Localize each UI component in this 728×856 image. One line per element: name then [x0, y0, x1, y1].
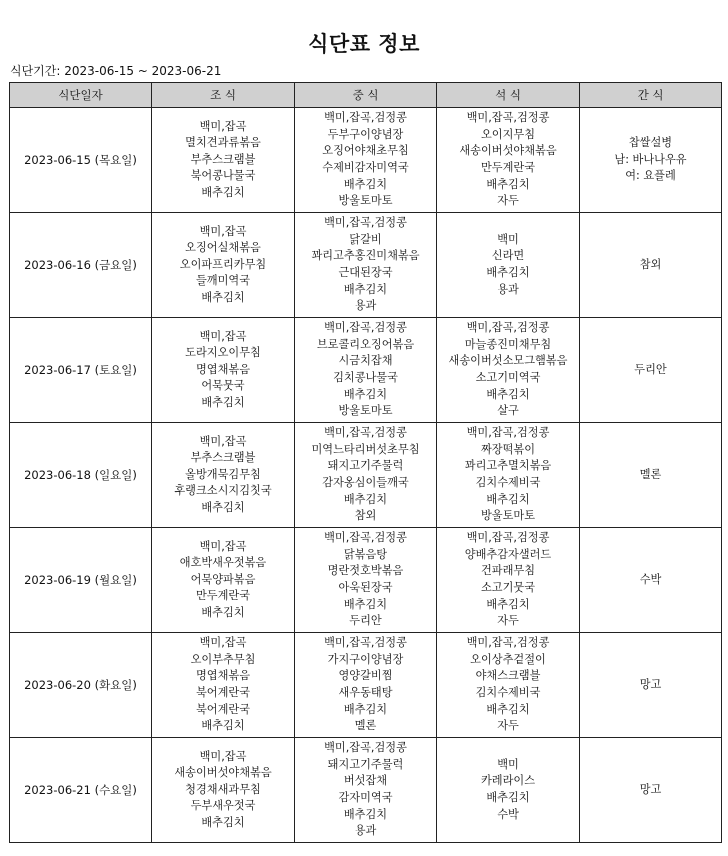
menu-item: 새송이버섯소모그햄볶음 — [448, 354, 568, 368]
menu-item: 백미,잡곡,검정콩 — [324, 741, 407, 755]
menu-item: 근대된장국 — [338, 266, 393, 279]
menu-item: 북어계란국 — [195, 702, 251, 716]
menu-item: 오이파프리카무침 — [179, 257, 267, 271]
snack-cell — [580, 108, 722, 213]
menu-item: 자두 — [497, 719, 519, 733]
menu-item: 배추김치 — [343, 807, 388, 821]
snack-cell — [580, 738, 722, 843]
menu-item: 망고 — [639, 782, 662, 796]
menu-item: 멸치견과류볶음 — [185, 136, 261, 150]
menu-item: 수박 — [639, 572, 662, 586]
menu-item: 새송이버섯야채볶음 — [459, 144, 557, 158]
menu-item: 배추김치 — [201, 395, 245, 409]
menu-item: 멜론 — [354, 719, 377, 733]
menu-item: 배추김치 — [486, 702, 530, 716]
menu-item: 꽈리고추멸치볶음 — [464, 459, 552, 473]
menu-item: 오이지무침 — [480, 127, 536, 141]
menu-item: 자두 — [497, 614, 519, 628]
date-cell: 2023-06-18 (일요일) — [10, 423, 152, 528]
snack-cell — [580, 318, 722, 423]
menu-item: 북어콩나물국 — [190, 169, 256, 183]
menu-item: 방울토마토 — [338, 404, 393, 418]
menu-item: 신라면 — [491, 249, 525, 263]
menu-item: 배추김치 — [201, 500, 245, 514]
menu-item: 살구 — [497, 404, 519, 418]
lunch-cell — [295, 423, 437, 528]
header-date: 식단일자 — [10, 83, 152, 108]
menu-item: 닭볶음탕 — [343, 547, 388, 561]
table-row — [10, 423, 722, 528]
menu-item: 백미,잡곡,검정콩 — [324, 426, 407, 440]
menu-item: 백미,잡곡,검정콩 — [466, 531, 550, 545]
menu-item: 백미,잡곡,검정콩 — [324, 216, 407, 230]
menu-item: 참외 — [639, 257, 662, 271]
date-cell: 2023-06-21 (수요일) — [10, 738, 152, 843]
menu-item: 백미,잡곡 — [199, 224, 247, 238]
menu-item: 닭갈비 — [349, 232, 382, 246]
menu-item: 건파래무침 — [480, 564, 536, 578]
menu-item: 백미 — [497, 232, 519, 246]
menu-item: 올방개묵김무침 — [185, 467, 261, 481]
table-row — [10, 213, 722, 318]
menu-item: 배추김치 — [201, 719, 245, 733]
dinner-cell — [437, 528, 580, 633]
breakfast-cell — [152, 738, 295, 843]
menu-item: 용과 — [497, 282, 519, 296]
snack-cell — [580, 633, 722, 738]
menu-item: 아욱된장국 — [338, 581, 393, 594]
menu-item: 만두계란국 — [195, 589, 251, 603]
menu-item: 백미,잡곡 — [199, 539, 247, 553]
menu-item: 백미,잡곡 — [199, 749, 247, 763]
menu-item: 백미,잡곡,검정콩 — [466, 321, 550, 335]
menu-item: 명란젓호박볶음 — [327, 564, 404, 578]
menu-item: 돼지고기주물럭 — [327, 459, 404, 473]
menu-item: 두부새우젓국 — [190, 799, 256, 813]
menu-item: 카레라이스 — [480, 774, 536, 788]
menu-item: 시금치잡채 — [338, 354, 393, 368]
menu-item: 부추스크램블 — [190, 451, 256, 465]
table-row — [10, 528, 722, 633]
snack-cell — [580, 423, 722, 528]
dinner-cell — [437, 738, 580, 843]
menu-item: 소고기미역국 — [475, 371, 541, 384]
menu-item: 애호박새우젓볶음 — [179, 556, 267, 570]
meal-table — [9, 82, 722, 843]
lunch-cell — [295, 318, 437, 423]
menu-item: 백미,잡곡 — [199, 329, 247, 343]
menu-item: 배추김치 — [343, 597, 388, 611]
menu-item: 배추김치 — [486, 177, 530, 191]
menu-item: 방울토마토 — [338, 194, 393, 208]
menu-item: 김치수제비국 — [475, 476, 541, 489]
breakfast-cell — [152, 108, 295, 213]
menu-item: 배추김치 — [486, 597, 530, 611]
menu-item: 배추김치 — [201, 815, 245, 829]
menu-item: 자두 — [497, 194, 519, 208]
dinner-cell — [437, 423, 580, 528]
breakfast-cell — [152, 633, 295, 738]
menu-item: 두부구이양념장 — [327, 127, 404, 141]
menu-item: 어묵뭇국 — [201, 379, 245, 393]
menu-item: 들깨미역국 — [195, 274, 251, 288]
menu-item: 백미,잡곡 — [199, 434, 247, 448]
date-cell: 2023-06-19 (월요일) — [10, 528, 152, 633]
menu-item: 백미,잡곡,검정콩 — [466, 636, 550, 650]
lunch-cell — [295, 528, 437, 633]
menu-item: 도라지오이무침 — [185, 346, 261, 360]
menu-item: 야채스크램블 — [475, 669, 541, 683]
menu-item: 멜론 — [639, 467, 662, 481]
menu-item: 백미,잡곡,검정콩 — [324, 111, 407, 125]
table-row — [10, 738, 722, 843]
menu-item: 소고기뭇국 — [480, 581, 536, 594]
menu-item: 배추김치 — [486, 492, 530, 506]
date-cell: 2023-06-15 (목요일) — [10, 108, 152, 213]
dinner-cell — [437, 213, 580, 318]
menu-item: 찹쌀설병 — [628, 136, 673, 150]
menu-item: 배추김치 — [343, 702, 388, 716]
page-title: 식단표 정보 — [308, 32, 420, 56]
menu-item: 가지구이양념장 — [327, 652, 404, 666]
menu-item: 백미,잡곡,검정콩 — [324, 531, 407, 545]
menu-item: 수제비감자미역국 — [322, 161, 409, 174]
menu-item: 김치콩나물국 — [333, 371, 398, 384]
menu-item: 백미,잡곡,검정콩 — [466, 111, 550, 125]
menu-item: 김치수제비국 — [475, 686, 541, 699]
breakfast-cell — [152, 528, 295, 633]
lunch-cell — [295, 213, 437, 318]
table-header-row — [10, 83, 722, 108]
menu-item: 명엽채볶음 — [195, 669, 251, 683]
menu-item: 방울토마토 — [480, 509, 536, 523]
lunch-cell — [295, 738, 437, 843]
date-cell: 2023-06-17 (토요일) — [10, 318, 152, 423]
menu-item: 백미,잡곡 — [199, 119, 247, 133]
dinner-cell — [437, 108, 580, 213]
breakfast-cell — [152, 213, 295, 318]
header-dinner: 석 식 — [437, 83, 580, 108]
date-cell: 2023-06-16 (금요일) — [10, 213, 152, 318]
header-breakfast: 조 식 — [152, 83, 295, 108]
header-lunch: 중 식 — [295, 83, 437, 108]
menu-item: 명엽채볶음 — [195, 362, 251, 376]
menu-item: 참외 — [354, 509, 377, 523]
table-row — [10, 318, 722, 423]
menu-item: 감자미역국 — [338, 791, 393, 804]
menu-item: 브로콜리오징어볶음 — [316, 337, 415, 351]
menu-item: 청경채새과무침 — [185, 782, 261, 796]
dinner-cell — [437, 633, 580, 738]
dinner-cell — [437, 318, 580, 423]
menu-item: 만두계란국 — [480, 161, 536, 174]
menu-item: 후랭크소시지김칫국 — [174, 484, 272, 498]
menu-item: 새우동태탕 — [338, 686, 393, 699]
menu-item: 백미 — [497, 757, 519, 771]
menu-item: 백미,잡곡,검정콩 — [324, 321, 407, 335]
menu-item: 마늘종진미채무침 — [464, 337, 552, 351]
menu-item: 배추김치 — [343, 387, 388, 401]
menu-item: 오징어실채볶음 — [185, 241, 261, 255]
menu-item: 돼지고기주물럭 — [327, 757, 404, 771]
menu-item: 부추스크램블 — [190, 152, 256, 166]
menu-item: 두리안 — [349, 614, 382, 628]
menu-item: 새송이버섯야채볶음 — [174, 766, 272, 780]
menu-item: 백미,잡곡,검정콩 — [324, 636, 407, 650]
breakfast-cell — [152, 423, 295, 528]
menu-item: 감자옹심이들깨국 — [322, 476, 409, 489]
menu-item: 백미,잡곡,검정콩 — [466, 426, 550, 440]
menu-item: 수박 — [497, 807, 519, 821]
menu-item: 망고 — [639, 677, 662, 691]
menu-item: 오징어야채초무침 — [322, 144, 409, 158]
menu-item: 양배추감자샐러드 — [464, 547, 552, 561]
menu-item: 영양갈비찜 — [338, 669, 393, 683]
menu-item: 오이상추겉절이 — [470, 652, 546, 666]
table-body — [10, 108, 722, 843]
menu-item: 배추김치 — [343, 492, 388, 506]
table-row — [10, 633, 722, 738]
table-row — [10, 108, 722, 213]
menu-item: 짜장떡볶이 — [480, 442, 536, 456]
menu-item: 배추김치 — [201, 185, 245, 199]
snack-cell — [580, 213, 722, 318]
menu-item: 배추김치 — [343, 282, 388, 296]
header-snack: 간 식 — [580, 83, 722, 108]
menu-item: 배추김치 — [201, 605, 245, 619]
menu-item: 용과 — [354, 299, 377, 313]
menu-item: 배추김치 — [343, 177, 388, 191]
menu-item: 배추김치 — [486, 387, 530, 401]
lunch-cell — [295, 108, 437, 213]
breakfast-cell — [152, 318, 295, 423]
menu-item: 배추김치 — [201, 290, 245, 304]
menu-item: 여: 요플레 — [625, 169, 676, 183]
menu-item: 어묵양파볶음 — [190, 572, 256, 586]
menu-item: 꽈리고추홍진미채볶음 — [311, 249, 420, 263]
date-cell: 2023-06-20 (화요일) — [10, 633, 152, 738]
menu-item: 배추김치 — [486, 791, 530, 804]
menu-item: 버섯잡채 — [343, 774, 388, 788]
menu-item: 미역느타리버섯초무침 — [311, 442, 420, 456]
menu-item: 북어계란국 — [195, 686, 251, 699]
menu-item: 배추김치 — [486, 266, 530, 279]
menu-item: 두리안 — [634, 362, 667, 376]
meal-period: 식단기간: 2023-06-15 ~ 2023-06-21 — [10, 64, 222, 78]
menu-item: 용과 — [354, 824, 377, 838]
menu-item: 백미,잡곡 — [199, 636, 247, 650]
snack-cell — [580, 528, 722, 633]
lunch-cell — [295, 633, 437, 738]
menu-item: 오이부추무침 — [190, 652, 256, 666]
menu-item: 남: 바나나우유 — [614, 152, 687, 166]
